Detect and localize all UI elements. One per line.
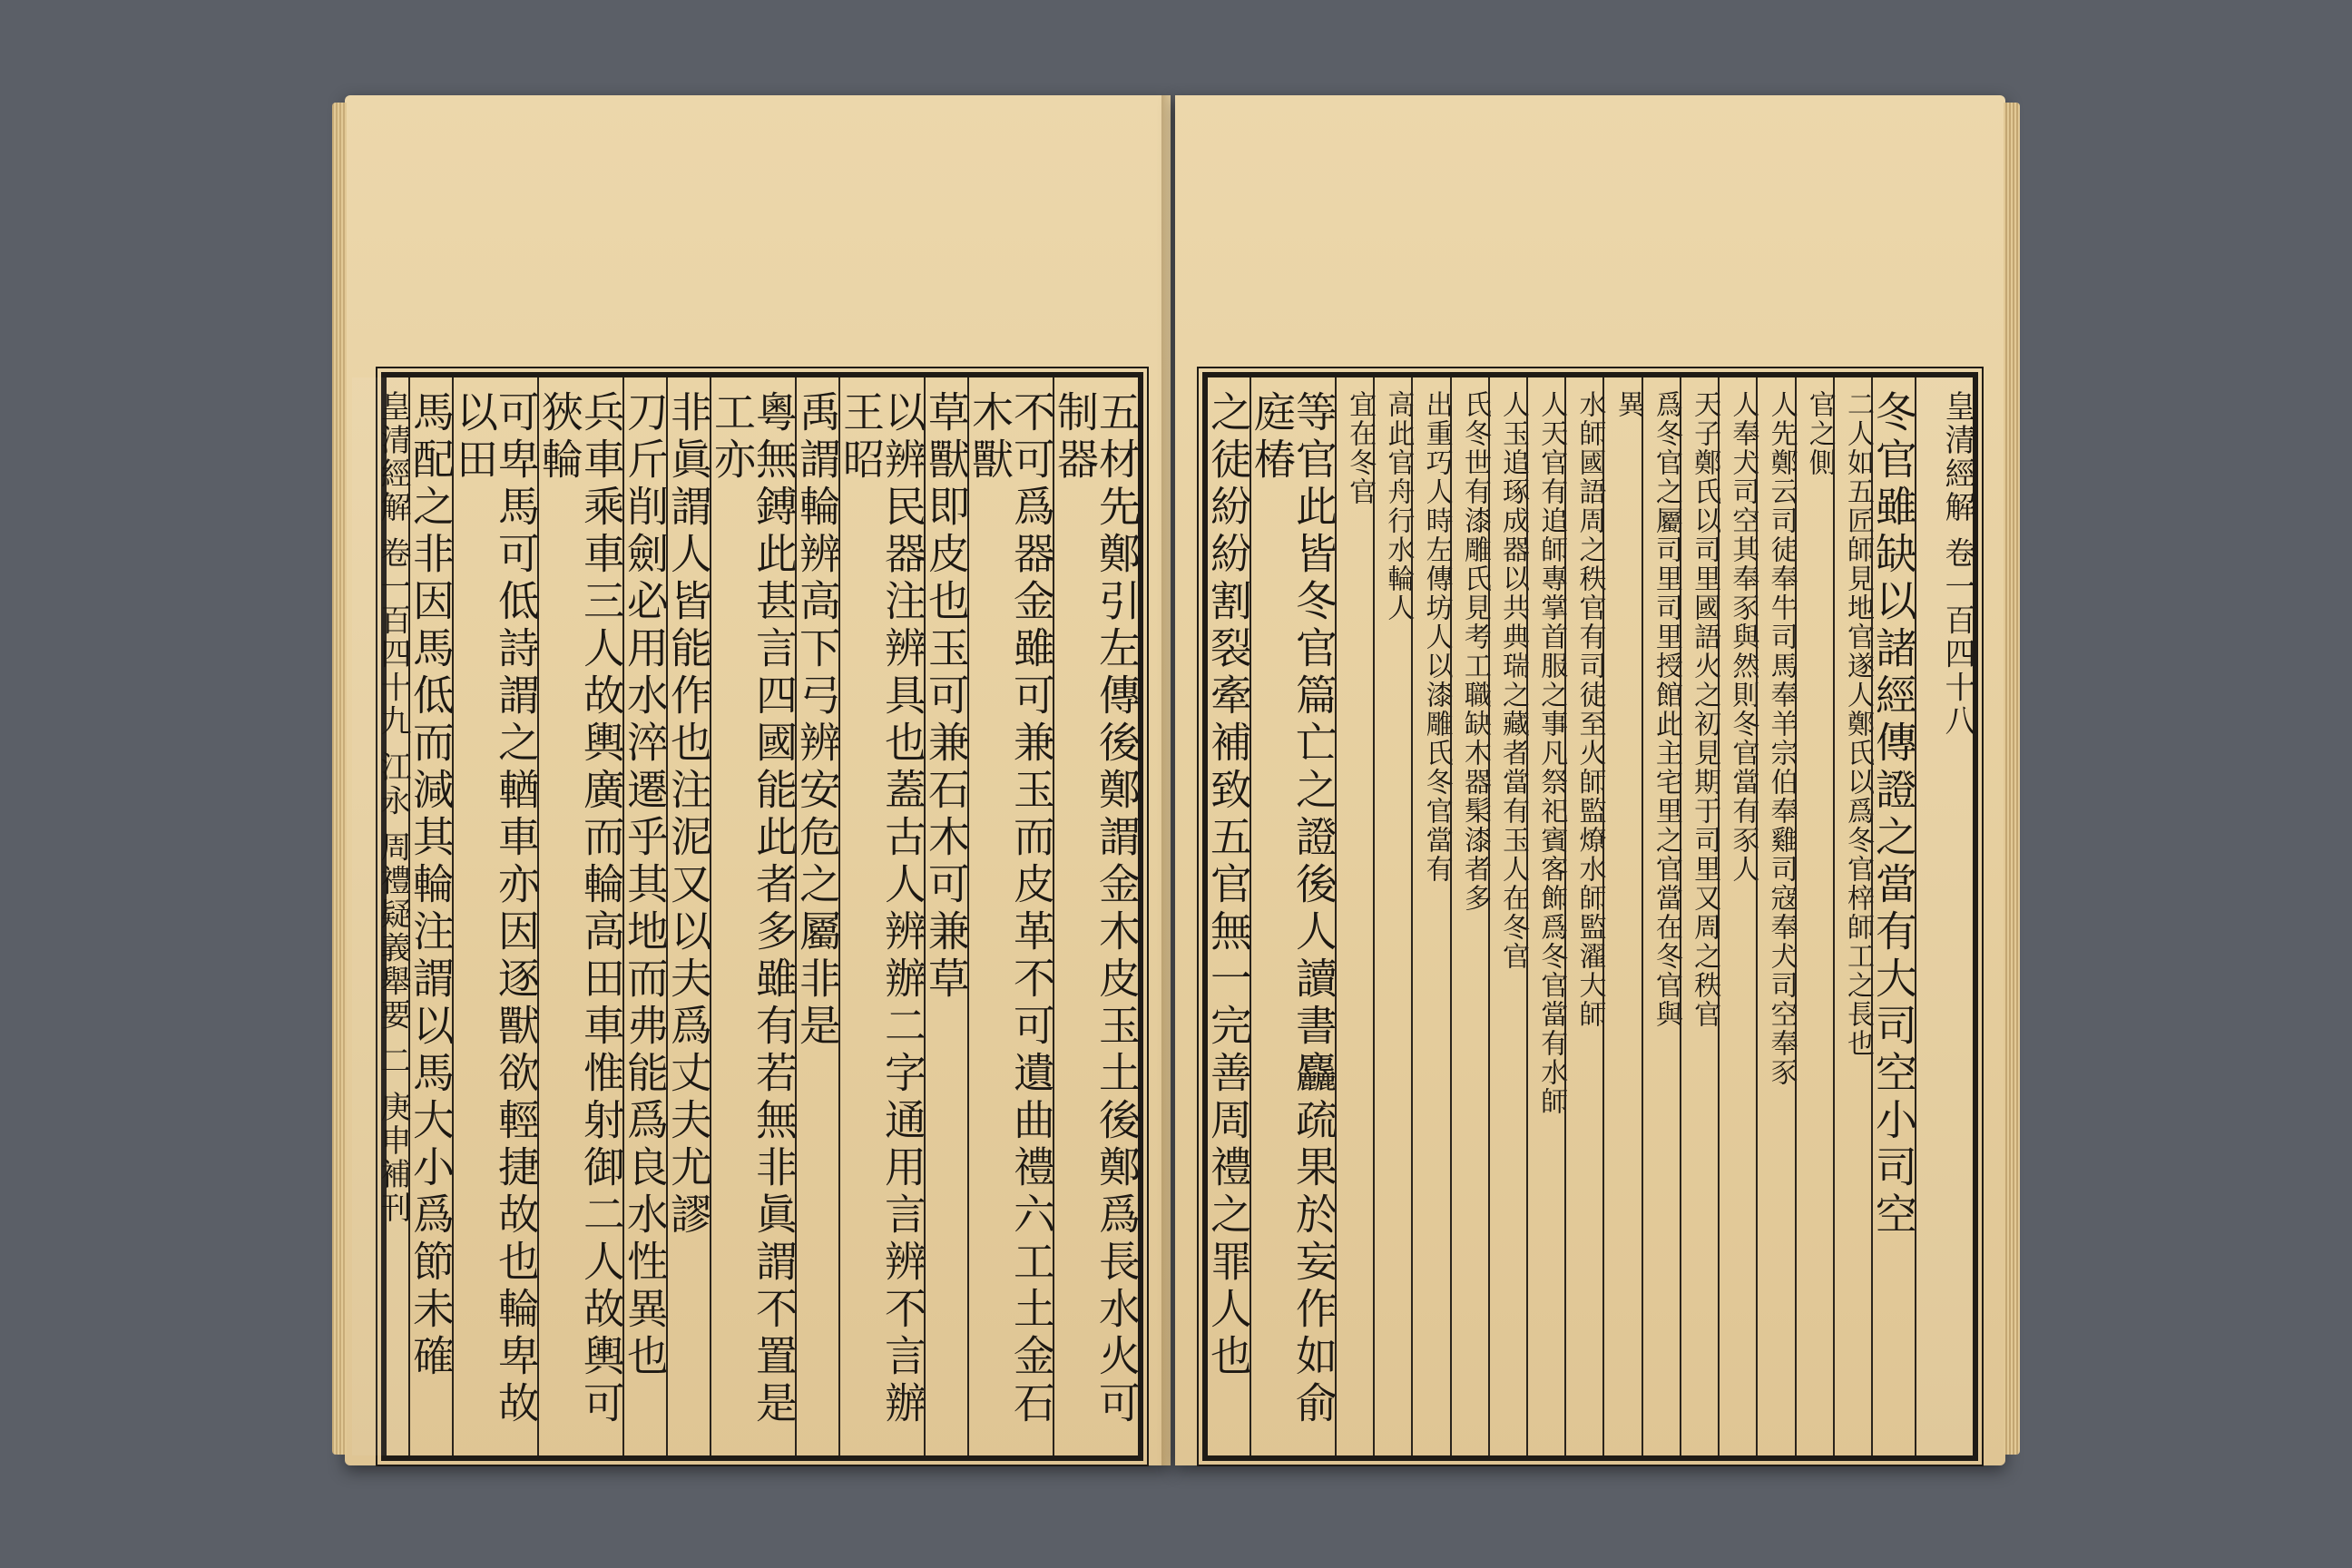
annotation-column: 爲冬官之屬司里司里授館此主宅里之官當在冬官與 [1642, 377, 1680, 1455]
right-page [1175, 95, 2005, 1465]
text-column: 草獸即皮也玉可兼石木可兼草 [924, 377, 967, 1455]
text-column: 馬配之非因馬低而減其輪注謂以馬大小爲節未確 [408, 377, 452, 1455]
annotation-column: 人天官有追師專掌首服之事凡祭祀賓客飾爲冬官當有水師 [1526, 377, 1564, 1455]
annotation-column: 宜在冬官 [1335, 377, 1373, 1455]
page-margin-caption: 皇清經解 卷一百四十九 江永 周禮疑義舉要 二 庚申補刊 [352, 377, 408, 1455]
text-column: 冬官雖缺以諸經傳證之當有大司空小司空 [1871, 377, 1915, 1455]
text-column: 之徒紛紛割裂牽補致五官無一完善周禮之罪人也 [1203, 390, 1253, 1381]
book-spread [345, 95, 2005, 1465]
text-column: 非眞謂人皆能作也注泥又以夫爲丈夫尤謬 [666, 377, 710, 1455]
left-text-frame [375, 372, 1143, 1461]
text-column: 刀斤削劍必用水淬遷乎其地而弗能爲良水性異也 [622, 377, 666, 1455]
left-columns [375, 377, 1142, 1455]
left-page [345, 95, 1171, 1465]
annotation-column: 水師國語周之秩官有司徒至火師監燎水師監濯大師 [1564, 377, 1602, 1455]
text-column: 以辨民器注辨具也蓋古人辨辦二字通用言辨不言辦王昭 [838, 377, 924, 1455]
annotation-column: 高此官舟行水輪人 [1373, 377, 1411, 1455]
annotation-column: 氏冬世有漆雕氏見考工職缺木器髤漆者多 [1450, 377, 1488, 1455]
annotation-column: 官之側 [1795, 377, 1833, 1455]
annotation-column: 出重巧人時左傳坊人以漆雕氏冬官當有 [1411, 377, 1449, 1455]
text-column: 禹謂輪辨高下弓辨安危之屬非是 [795, 377, 838, 1455]
text-column: 粵無鎛此甚言四國能此者多雖有若無非眞謂不置是工亦 [710, 377, 795, 1455]
annotation-column: 天子鄭氏以司里國語火之初見期于司里又周之秩官 [1680, 377, 1718, 1455]
annotation-column: 異 [1602, 377, 1641, 1455]
annotation-column: 人玉追琢成器以共典瑞之藏者當有玉人在冬官 [1488, 377, 1526, 1455]
text-column: 等官此皆冬官篇亡之證後人讀書麤疏果於妄作如俞庭椿 [1250, 377, 1335, 1455]
text-column: 不可爲器金雖可兼玉而皮革不可遺曲禮六工土金石木獸 [967, 377, 1053, 1455]
page-margin-caption: 皇清經解 卷一百四十八 [1915, 377, 1973, 1455]
text-column: 可卑馬可低詩謂之輶車亦因逐獸欲輕捷故也輪卑故以田 [452, 377, 537, 1455]
text-column: 五材先鄭引左傳後鄭謂金木皮玉土後鄭爲長水火可制器 [1053, 377, 1138, 1455]
annotation-column: 人奉犬司空其奉豕與然則冬官當有豕人 [1718, 377, 1756, 1455]
right-columns [1203, 377, 1975, 1455]
text-column: 兵車乘車三人故輿廣而輪高田車惟射御二人故輿可狹輪 [537, 377, 622, 1455]
right-text-frame [1202, 372, 1978, 1461]
annotation-column: 人先鄭云司徒奉牛司馬奉羊宗伯奉雞司寇奉犬司空奉豕 [1756, 377, 1794, 1455]
annotation-column: 二人如五匠師見地官遂人鄭氏以爲冬官梓師工之長也 [1833, 377, 1871, 1455]
